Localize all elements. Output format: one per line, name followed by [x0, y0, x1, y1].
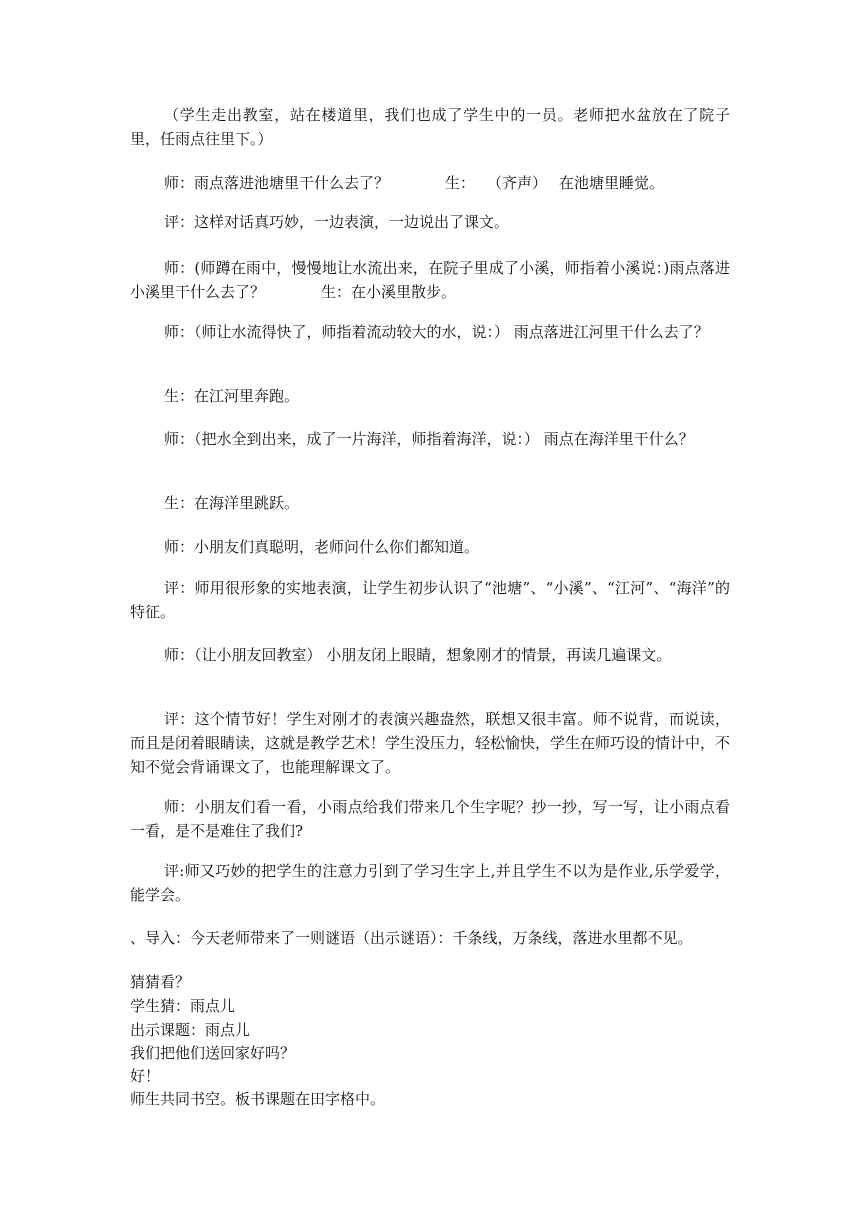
student-label: 生：	[445, 174, 476, 192]
teacher-question-stream: 师：(师蹲在雨中，慢慢地让水流出来，在院子里成了小溪，师指着小溪说：)雨点落进小溪里干什么去了？	[130, 259, 730, 301]
intro-ok: 好！	[130, 1067, 161, 1085]
paragraph-ocean-question: 师：（把水全到出来，成了一片海洋，师指着海洋，说：） 雨点在海洋里干什么？	[164, 430, 694, 448]
paragraph-comment-learning: 评:师又巧妙的把学生的注意力引到了学习生字上,并且学生不以为是作业,乐学爱学，能学会。	[130, 862, 730, 904]
intro-board-writing: 师生共同书空。板书课题在田字格中。	[130, 1090, 386, 1108]
paragraph-teacher-praise: 师：小朋友们真聪明，老师问什么你们都知道。	[164, 538, 480, 556]
paragraph-new-characters: 师：小朋友们看一看，小雨点给我们带来几个生字呢？抄一抄，写一写，让小雨点看一看，是不是难住了我们?	[130, 798, 730, 840]
paragraph-ocean-answer: 生：在海洋里跳跃。	[164, 494, 300, 512]
intro-send-home: 我们把他们送回家好吗？	[130, 1044, 296, 1062]
intro-show-title: 出示课题：雨点儿	[130, 1021, 251, 1039]
paragraph-river-answer: 生：在江河里奔跑。	[164, 387, 300, 405]
intro-riddle: 、导入：今天老师带来了一则谜语（出示谜语）：千条线，万条线，落进水里都不见。	[130, 929, 693, 947]
student-answer-stream: 生：在小溪里散步。	[321, 283, 457, 301]
intro-student-guess: 学生猜：雨点儿	[130, 997, 236, 1015]
paragraph-comment-clever-dialogue: 评：这样对话真巧妙，一边表演，一边说出了课文。	[164, 213, 510, 231]
paragraph-comment-features: 评：师用很形象的实地表演，让学生初步认识了“池塘”、“小溪”、“江河”、“海洋”的特征。	[130, 579, 730, 621]
student-answer-pond: 在池塘里睡觉。	[559, 174, 665, 192]
paragraph-river-question: 师：（师让水流得快了，师指着流动较大的水，说：） 雨点落进江河里干什么去了？	[164, 323, 709, 341]
paragraph-stream-dialogue	[130, 256, 730, 304]
paragraph-students-leave-classroom: （学生走出教室，站在楼道里，我们也成了学生中的一员。老师把水盆放在了院子里，任雨点往里下。）	[130, 106, 730, 148]
paragraph-pond-dialogue	[130, 171, 730, 195]
chorus-note: （齐声）	[487, 174, 548, 192]
paragraph-comment-teaching-art: 评：这个情节好！学生对刚才的表演兴趣盎然，联想又很丰富。师不说背，而说读，而且是闭着眼睛读，这就是教学艺术！学生没压力，轻松愉快，学生在师巧设的情计中，不知不觉会背诵课文了，也能理解课文了。	[130, 710, 731, 776]
intro-guess: 猜猜看？	[130, 973, 191, 991]
paragraph-back-to-classroom: 师：（让小朋友回教室） 小朋友闭上眼睛，想象刚才的情景，再读几遍课文。	[164, 646, 672, 664]
teacher-question-pond: 师：雨点落进池塘里干什么去了？	[164, 174, 390, 192]
